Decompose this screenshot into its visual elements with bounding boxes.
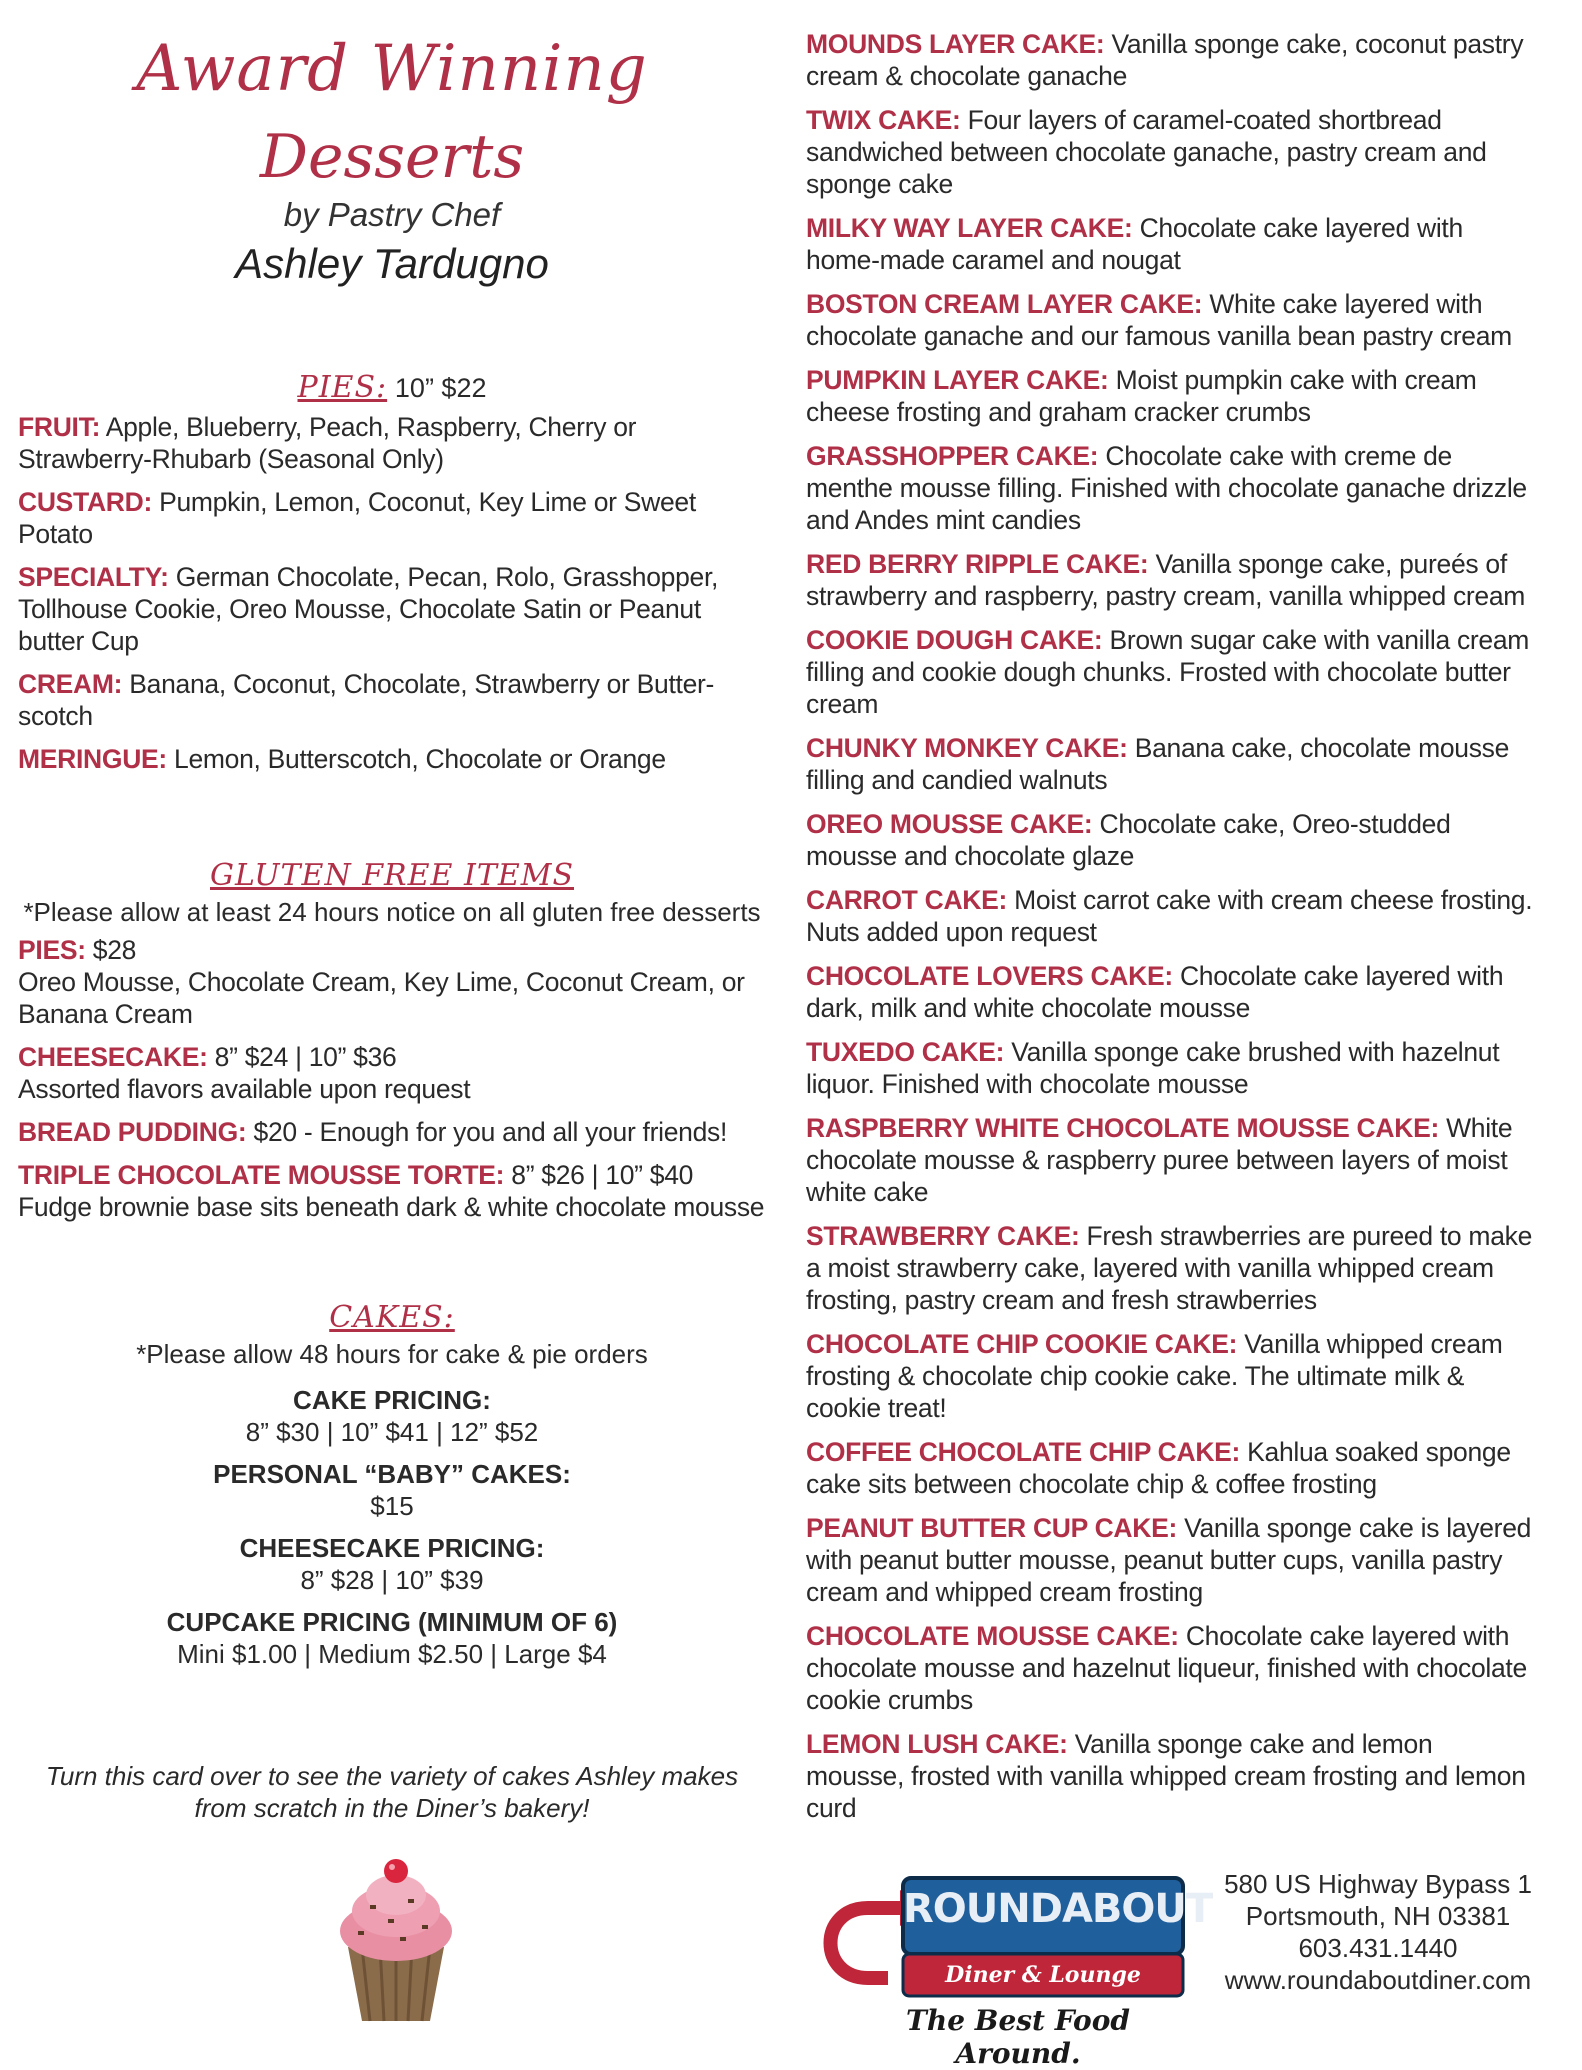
cake-item [806,1328,1536,1424]
pricing-title: CAKE PRICING: [293,1385,491,1415]
cake-description: Vanilla sponge cake and lemon mousse, frosted with vanilla whipped cream frosting and lemon curd [806,1729,1526,1823]
address-block [1218,1868,1538,1996]
cake-item [806,808,1536,872]
pricing-title: CHEESECAKE PRICING: [239,1533,545,1563]
pies-heading-row [18,370,766,405]
cake-label: TWIX CAKE: [806,105,961,135]
gluten-free-heading-row [18,858,766,893]
pies-heading: PIES: [297,370,388,405]
cake-item [806,28,1536,92]
turn-over-note: Turn this card over to see the variety of cakes Ashley makes from scratch in the Diner’s bakery! [45,1761,739,1823]
cake-description: Vanilla sponge cake is layered with peanut butter mousse, peanut butter cups, vanilla pastry cream and whipped cream frosting [806,1513,1532,1607]
list-item [18,743,766,775]
cake-pricing-block [18,1384,766,1670]
cake-item [806,1512,1536,1608]
item-label: SPECIALTY: [18,562,169,592]
item-label: TRIPLE CHOCOLATE MOUSSE TORTE: [18,1160,505,1190]
cakes-heading-row [18,1300,766,1335]
cake-description: Chocolate cake, Oreo-studded mousse and chocolate glaze [806,809,1451,871]
item-text: 8” $24 | 10” $36 [214,1042,397,1072]
cake-description: Fresh strawberries are pureed to make a moist strawberry cake, layered with vanilla whipped cream frosting, pastry cream and fresh strawberries [806,1221,1533,1315]
cake-label: COFFEE CHOCOLATE CHIP CAKE: [806,1437,1241,1467]
cake-label: TUXEDO CAKE: [806,1037,1005,1067]
byline: by Pastry Chef [283,196,501,233]
cake-description: Moist pumpkin cake with cream cheese frosting and graham cracker crumbs [806,365,1477,427]
pricing-value: 8” $30 | 10” $41 | 12” $52 [245,1417,539,1447]
item-text: Apple, Blueberry, Peach, Raspberry, Cherry or Strawberry-Rhubarb (Seasonal Only) [18,412,637,474]
item-label: CHEESECAKE: [18,1042,208,1072]
website: www.roundaboutdiner.com [1224,1965,1532,1995]
cake-label: CHOCOLATE LOVERS CAKE: [806,961,1173,991]
cake-item [806,364,1536,428]
cake-label: PUMPKIN LAYER CAKE: [806,365,1109,395]
list-item [18,561,766,657]
cake-item [806,884,1536,948]
list-item [18,934,766,1030]
cake-item [806,104,1536,200]
cake-label: GRASSHOPPER CAKE: [806,441,1099,471]
cake-item [806,624,1536,720]
item-text: Lemon, Butterscotch, Chocolate or Orange [174,744,666,774]
cake-label: LEMON LUSH CAKE: [806,1729,1068,1759]
cake-label: OREO MOUSSE CAKE: [806,809,1093,839]
list-item [18,411,766,475]
item-text: Pumpkin, Lemon, Coconut, Key Lime or Sweet Potato [18,487,696,549]
item-text: 8” $26 | 10” $40 [511,1160,694,1190]
cake-item [806,548,1536,612]
item-label: BREAD PUDDING: [18,1117,247,1147]
pies-price: 10” $22 [394,373,487,403]
cake-description: White chocolate mousse & raspberry puree between layers of moist white cake [806,1113,1513,1207]
cake-label: CHOCOLATE CHIP COOKIE CAKE: [806,1329,1238,1359]
list-item [18,1116,766,1148]
cake-description: Chocolate cake layered with chocolate mousse and hazelnut liqueur, finished with chocolate cookie crumbs [806,1621,1527,1715]
cupcake-icon [330,1855,462,2025]
cake-label: CARROT CAKE: [806,885,1008,915]
cake-item [806,732,1536,796]
cake-item [806,288,1536,352]
cake-label: BOSTON CREAM LAYER CAKE: [806,289,1203,319]
item-text: $20 - Enough for you and all your friends! [253,1117,728,1147]
list-item [18,486,766,550]
logo-tagline: The Best Food Around. [906,2004,1130,2070]
cake-description: Vanilla whipped cream frosting & chocolate chip cookie cake. The ultimate milk & cookie treat! [806,1329,1503,1423]
cake-label: MOUNDS LAYER CAKE: [806,29,1105,59]
item-label: CREAM: [18,669,123,699]
cake-description: Banana cake, chocolate mousse filling and candied walnuts [806,733,1510,795]
item-detail: Assorted flavors available upon request [18,1074,471,1104]
cake-item [806,440,1536,536]
cake-label: MILKY WAY LAYER CAKE: [806,213,1133,243]
pricing-title: PERSONAL “BABY” CAKES: [213,1459,571,1489]
pies-list [18,411,766,775]
cake-label: RED BERRY RIPPLE CAKE: [806,549,1149,579]
cake-item [806,1112,1536,1208]
list-item [18,1041,766,1105]
cake-description: Vanilla sponge cake, pureés of strawberry and raspberry, pastry cream, vanilla whipped cream [806,549,1526,611]
item-text: $28 [92,935,137,965]
gluten-free-section [18,858,766,1234]
right-column [806,28,1536,1836]
cake-label: PEANUT BUTTER CUP CAKE: [806,1513,1177,1543]
cake-description: Vanilla sponge cake brushed with hazelnut liquor. Finished with chocolate mousse [806,1037,1500,1099]
cake-item [806,1036,1536,1100]
cake-description: Vanilla sponge cake, coconut pastry cream & chocolate ganache [806,29,1524,91]
cake-label: STRAWBERRY CAKE: [806,1221,1080,1251]
item-label: CUSTARD: [18,487,153,517]
item-label: FRUIT: [18,412,101,442]
item-label: MERINGUE: [18,744,167,774]
pricing-value: $15 [370,1491,414,1521]
cake-item [806,1220,1536,1316]
logo-name: ROUNDABOUT [903,1886,1213,1932]
item-detail: Fudge brownie base sits beneath dark & white chocolate mousse [18,1192,765,1222]
cake-description: Chocolate cake layered with home-made caramel and nougat [806,213,1463,275]
cake-item [806,1436,1536,1500]
chef-name: Ashley Tardugno [235,240,549,287]
list-item [18,1159,766,1223]
cakes-heading: CAKES: [329,1300,455,1335]
cake-item [806,1620,1536,1716]
cake-description: Chocolate cake layered with dark, milk and white chocolate mousse [806,961,1504,1023]
cake-item [806,1728,1536,1824]
cake-label: RASPBERRY WHITE CHOCOLATE MOUSSE CAKE: [806,1113,1439,1143]
cake-list [806,28,1536,1824]
title-line2: Desserts [259,122,525,192]
pricing-value: 8” $28 | 10” $39 [300,1565,484,1595]
cake-description: Kahlua soaked sponge cake sits between chocolate chip & coffee frosting [806,1437,1511,1499]
gluten-free-note: *Please allow at least 24 hours notice on all gluten free desserts [23,897,761,927]
address-line2: Portsmouth, NH 03381 [1245,1901,1511,1931]
cake-label: COOKIE DOUGH CAKE: [806,625,1103,655]
phone-number: 603.431.1440 [1298,1933,1458,1963]
pricing-value: Mini $1.00 | Medium $2.50 | Large $4 [177,1639,607,1669]
cake-description: Chocolate cake with creme de menthe mousse filling. Finished with chocolate ganache drizzle and Andes mint candies [806,441,1527,535]
cake-label: CHUNKY MONKEY CAKE: [806,733,1128,763]
gluten-free-heading: GLUTEN FREE ITEMS [210,858,574,893]
cakes-section [18,1300,766,1670]
roundabout-logo [808,1838,1213,2070]
pricing-title: CUPCAKE PRICING (MINIMUM OF 6) [166,1607,618,1637]
cake-description: Four layers of caramel-coated shortbread sandwiched between chocolate ganache, pastry cream and sponge cake [806,105,1487,199]
cake-item [806,212,1536,276]
list-item [18,668,766,732]
item-text: German Chocolate, Pecan, Rolo, Grasshopper, Tollhouse Cookie, Oreo Mousse, Chocolate Satin or Peanut butter Cup [18,562,719,656]
address-line1: 580 US Highway Bypass 1 [1224,1869,1532,1899]
pies-section [18,370,766,786]
cakes-note: *Please allow 48 hours for cake & pie orders [136,1339,648,1369]
cake-description: White cake layered with chocolate ganache and our famous vanilla bean pastry cream [806,289,1512,351]
title-line1: Award Winning [136,32,648,106]
cake-label: CHOCOLATE MOUSSE CAKE: [806,1621,1179,1651]
item-text: Banana, Coconut, Chocolate, Strawberry or Butter-scotch [18,669,715,731]
logo-sub: Diner & Lounge [945,1962,1141,1988]
cake-description: Brown sugar cake with vanilla cream filling and cookie dough chunks. Frosted with chocolate butter cream [806,625,1530,719]
cake-item [806,960,1536,1024]
item-detail: Oreo Mousse, Chocolate Cream, Key Lime, Coconut Cream, or Banana Cream [18,967,745,1029]
item-label: PIES: [18,935,86,965]
cake-description: Moist carrot cake with cream cheese frosting. Nuts added upon request [806,885,1533,947]
